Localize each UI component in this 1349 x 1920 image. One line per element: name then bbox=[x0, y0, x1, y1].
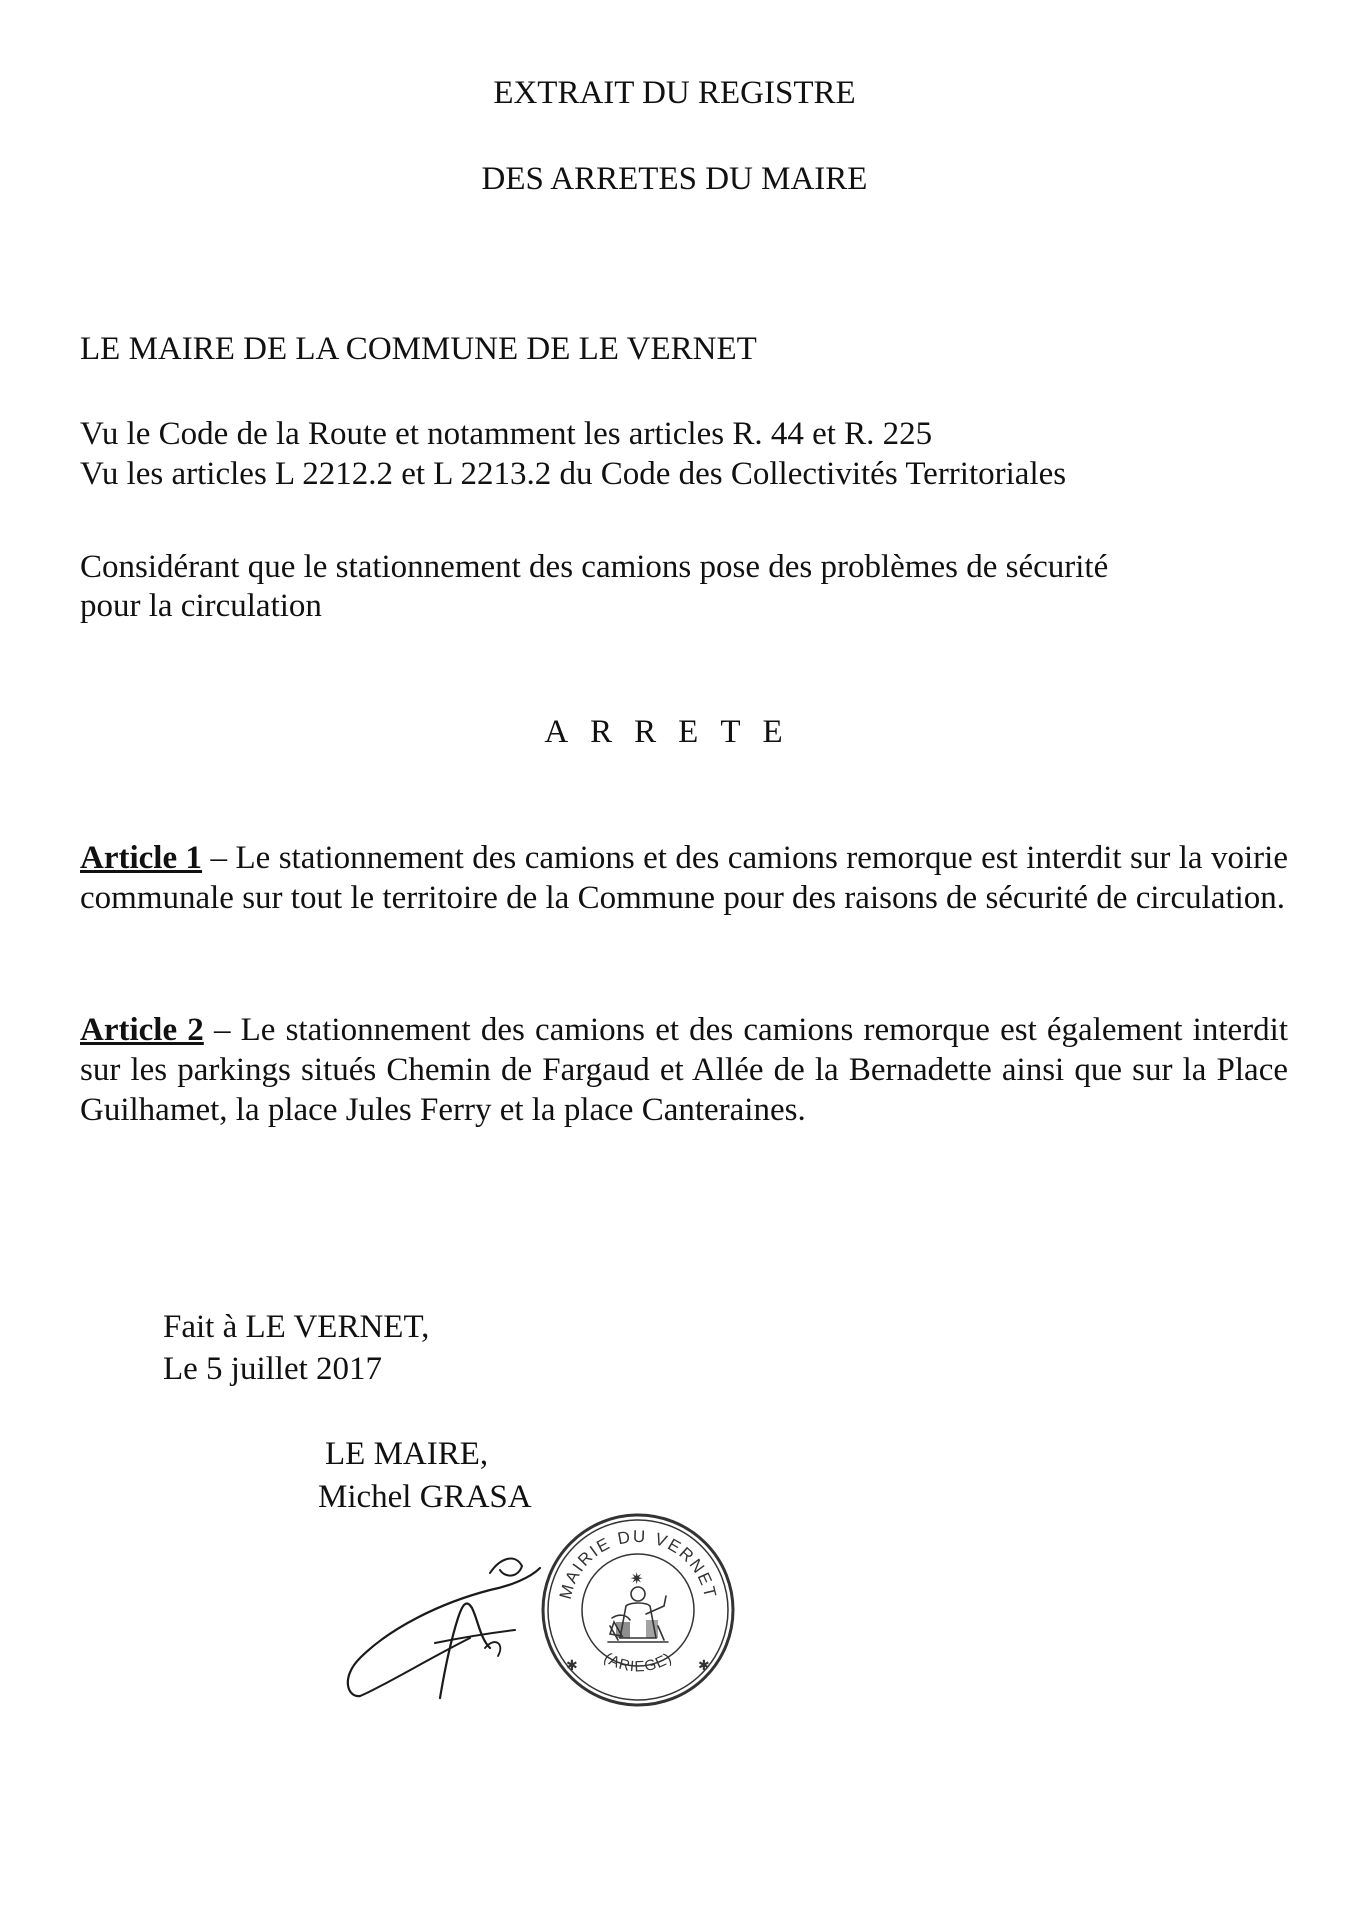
svg-text:MAIRIE DU VERNET: MAIRIE DU VERNET bbox=[555, 1526, 721, 1602]
place-line: Fait à LE VERNET, bbox=[163, 1309, 430, 1345]
authority-heading: LE MAIRE DE LA COMMUNE DE LE VERNET bbox=[80, 331, 757, 367]
date-line: Le 5 juillet 2017 bbox=[163, 1351, 383, 1387]
article-2 bbox=[80, 1010, 1288, 1130]
article-1-text: – Le stationnement des camions et des camions remorque est interdit sur la voirie communale sur tout le territoire de la Commune pour des raisons de sécurité de circulation. bbox=[80, 840, 1288, 916]
vu-line-2: Vu les articles L 2212.2 et L 2213.2 du Code des Collectivités Territoriales bbox=[80, 456, 1067, 492]
article-1 bbox=[80, 838, 1288, 918]
svg-text:✷: ✷ bbox=[630, 1569, 644, 1588]
signatory-name: Michel GRASA bbox=[318, 1479, 532, 1515]
arrete-title: ARRETE bbox=[544, 714, 805, 750]
mairie-stamp bbox=[538, 1510, 738, 1710]
handwritten-signature bbox=[340, 1548, 550, 1708]
signatory-title: LE MAIRE, bbox=[325, 1436, 489, 1472]
article-2-text: – Le stationnement des camions et des camions remorque est également interdit sur les parkings situés Chemin de Fargaud et Allée de la Bernadette ainsi que sur la Place Guilhamet, la place Jules Ferry et la place Canteraines. bbox=[80, 1012, 1288, 1128]
considerant-line-2: pour la circulation bbox=[80, 588, 322, 624]
vu-line-1: Vu le Code de la Route et notamment les articles R. 44 et R. 225 bbox=[80, 416, 933, 452]
article-1-label: Article 1 bbox=[80, 840, 203, 876]
header-line-2: DES ARRETES DU MAIRE bbox=[481, 161, 868, 197]
article-2-label: Article 2 bbox=[80, 1012, 204, 1048]
svg-text:✱: ✱ bbox=[698, 1658, 710, 1674]
svg-text:✱: ✱ bbox=[566, 1658, 578, 1674]
svg-text:(ARIEGE): (ARIEGE) bbox=[600, 1649, 676, 1676]
header-line-1: EXTRAIT DU REGISTRE bbox=[493, 75, 856, 111]
considerant-line-1: Considérant que le stationnement des camions pose des problèmes de sécurité bbox=[80, 549, 1109, 585]
